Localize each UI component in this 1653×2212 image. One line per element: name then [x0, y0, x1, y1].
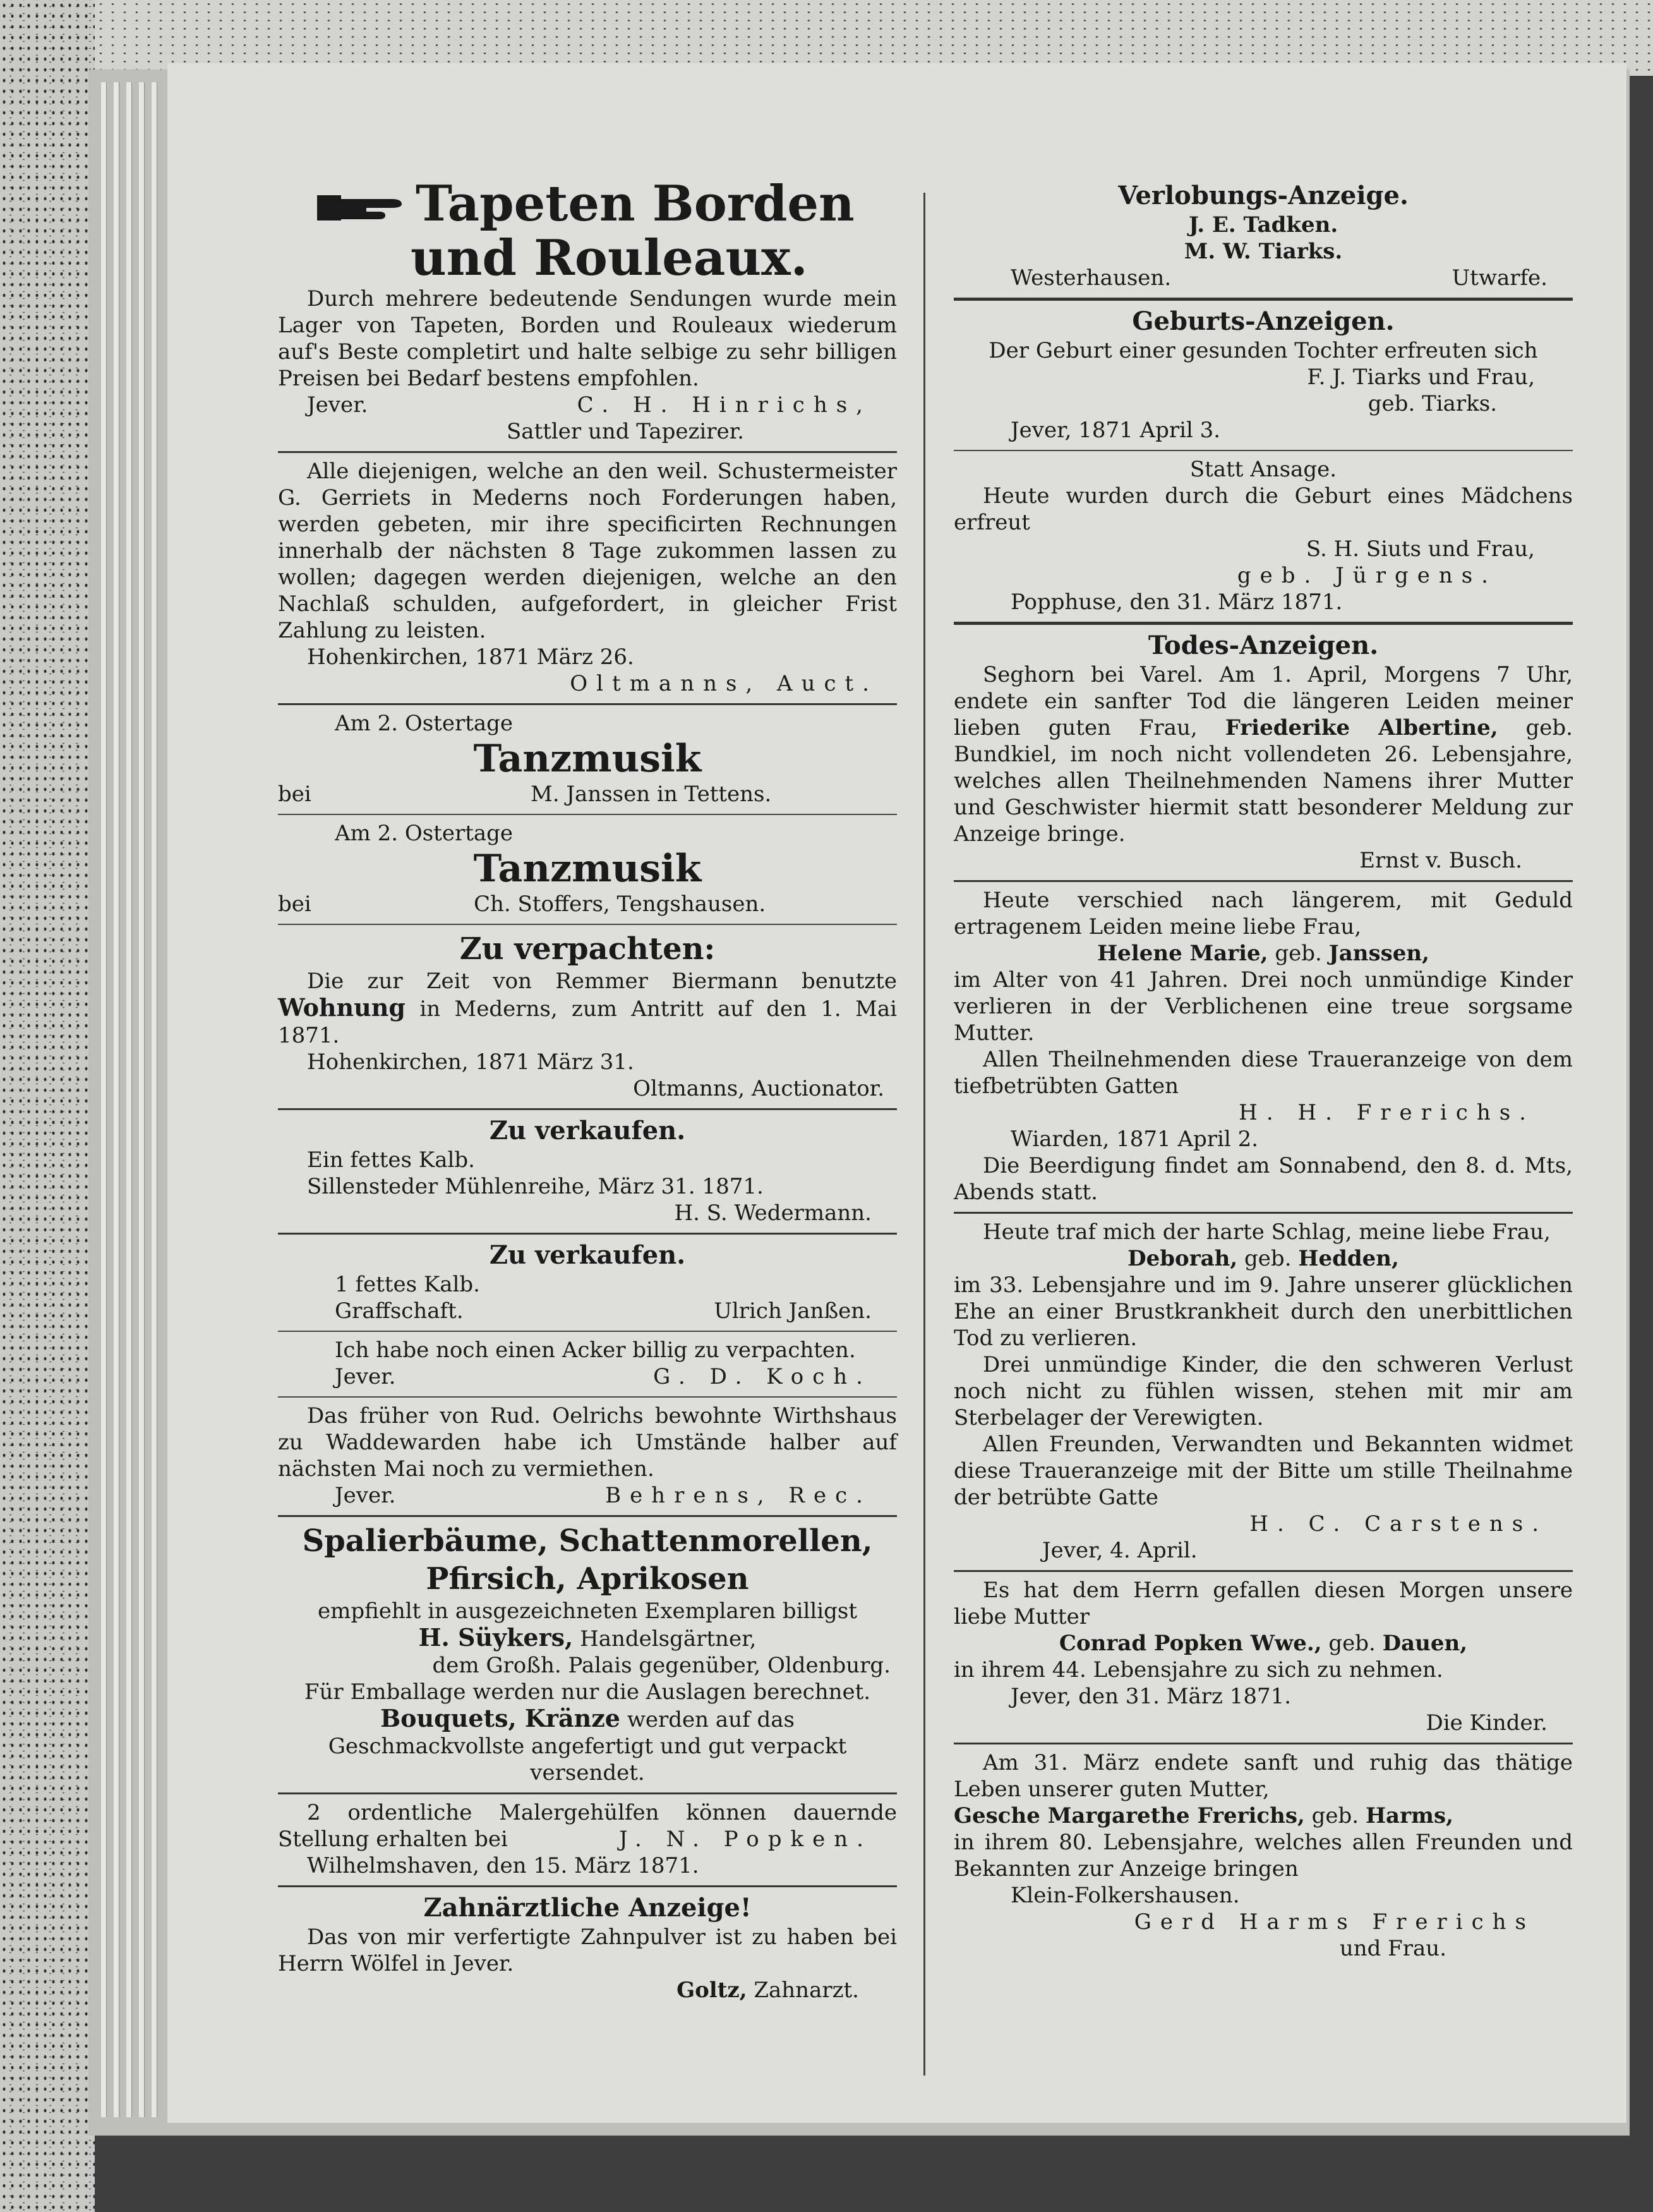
verkaufen1-title: Zu verkaufen. [489, 1116, 686, 1145]
tapeten-place: Jever. [307, 392, 368, 418]
divider [278, 1515, 897, 1517]
tod2-signer: H. H. Frerichs. [1239, 1100, 1535, 1125]
tanz2-host: Ch. Stoffers, Tengshausen. [474, 891, 766, 917]
ad-tod-3 [954, 1219, 1573, 1564]
verpachten-body-pre: Die zur Zeit von Remmer Biermann benutzte [307, 969, 897, 994]
tod3-body-3: Drei unmündige Kinder, die den schweren Verlust noch nicht zu fühlen wissen, stehen mit mir am Sterbelager der Verewigten. [954, 1352, 1573, 1430]
page-edge-5 [152, 82, 157, 2117]
geburt1-parents: F. J. Tiarks und Frau, [1307, 365, 1535, 390]
tod3-name: Deborah, [1127, 1246, 1238, 1271]
zahn-body: Das von mir verfertigte Zahnpulver ist zu haben bei Herrn Wölfel in Jever. [278, 1925, 897, 1976]
tod1-body-pre: Seghorn bei Varel. Am 1. April, Morgens 7 Uhr, endete ein sanfter Tod die längeren Leiden meiner lieben guten Frau, [954, 662, 1573, 740]
tod4-name-maiden: Dauen, [1382, 1631, 1468, 1656]
geburt2-parents: S. H. Siuts und Frau, [1306, 536, 1535, 562]
geburt1-body: Der Geburt einer gesunden Tochter erfreuten sich [989, 338, 1538, 363]
tod3-body-4: Allen Freunden, Verwandten und Bekannten widmet diese Traueranzeige mit der Bitte um stille Theilnahme der betrübte Gatte [954, 1432, 1573, 1510]
divider [278, 1396, 897, 1398]
tod5-body-2: in ihrem 80. Lebensjahre, welches allen Freunden und Bekannten zur Anzeige bringen [954, 1830, 1573, 1882]
pointing-hand-icon [316, 190, 404, 226]
tod4-name: Conrad Popken Wwe., [1059, 1631, 1322, 1656]
verkaufen1-signer: H. S. Wedermann. [674, 1200, 872, 1226]
verlobung-place-1: Westerhausen. [1011, 265, 1172, 291]
column-rule [923, 193, 925, 2076]
ad-geburt-2 [954, 456, 1573, 615]
verlobung-name-1: J. E. Tadken. [1188, 212, 1338, 238]
tod2-place-date: Wiarden, 1871 April 2. [1011, 1127, 1259, 1152]
tod3-body-2: im 33. Lebensjahre und im 9. Jahre unserer glücklichen Ehe an einer Brustkrankheit durch den unerbittlichen Tod zu verlieren. [954, 1272, 1573, 1351]
tod5-signer-2: und Frau. [1339, 1936, 1446, 1961]
spalier-line-3: werden auf das [627, 1707, 795, 1732]
ad-gerriets [278, 458, 897, 697]
tod5-signer-1: Gerd Harms Frerichs [1134, 1909, 1535, 1935]
divider [954, 622, 1573, 625]
tod3-body-1: Heute traf mich der harte Schlag, meine liebe Frau, [983, 1219, 1551, 1245]
divider [278, 1792, 897, 1794]
tod2-name: Helene Marie, [1097, 941, 1268, 966]
tanz2-title: Tanzmusik [473, 847, 702, 891]
maler-place-date: Wilhelmshaven, den 15. März 1871. [307, 1853, 699, 1878]
wirthshaus-body: Das früher von Rud. Oelrichs bewohnte Wirthshaus zu Waddewarden habe ich Umstände halber auf nächsten Mai noch zu vermiethen. [278, 1403, 897, 1482]
tapeten-body: Durch mehrere bedeutende Sendungen wurde mein Lager von Tapeten, Borden und Rouleaux wiederum auf's Beste completirt und halte selbige zu sehr billigen Preisen bei Bedarf bestens empfohlen. [278, 286, 897, 391]
divider [278, 451, 897, 453]
tapeten-title-2: und Rouleaux. [411, 229, 808, 287]
verlobung-place-2: Utwarfe. [1452, 265, 1548, 291]
divider [278, 1108, 897, 1110]
tapeten-signer: C. H. Hinrichs, [577, 392, 872, 418]
page-edge-speckle-left [0, 0, 95, 2212]
divider [278, 1331, 897, 1332]
tod3-name-maiden: Hedden, [1298, 1246, 1399, 1271]
spalier-name-trade: Handelsgärtner, [580, 1626, 757, 1652]
divider [278, 814, 897, 815]
geburt1-place-date: Jever, 1871 April 3. [1011, 418, 1221, 443]
spalier-bouquets: Bouquets, Kränze [380, 1704, 620, 1732]
tod2-body-1: Heute verschied nach längerem, mit Geduld ertragenem Leiden meine liebe Frau, [954, 888, 1573, 940]
tod1-signer: Ernst v. Busch. [1359, 848, 1522, 873]
spalier-title-2: Pfirsich, Aprikosen [426, 1561, 749, 1597]
tod3-signer: H. C. Carstens. [1249, 1511, 1548, 1537]
page-edge-2 [114, 82, 119, 2117]
todes-title: Todes-Anzeigen. [1148, 631, 1379, 660]
page-edge-3 [126, 82, 132, 2117]
verlobung-name-2: M. W. Tiarks. [1184, 239, 1343, 264]
tod4-body-1: Es hat dem Herrn gefallen diesen Morgen unsere liebe Mutter [954, 1578, 1573, 1629]
tod3-place-date: Jever, 4. April. [1042, 1538, 1198, 1563]
ad-tod-5 [954, 1750, 1573, 1962]
geburt2-place-date: Popphuse, den 31. März 1871. [1011, 589, 1343, 615]
divider [954, 1212, 1573, 1214]
ad-zahnarzt [278, 1892, 897, 2003]
ad-tapeten [278, 177, 897, 445]
geburt2-statt: Statt Ansage. [1189, 457, 1337, 482]
left-column [278, 111, 897, 2003]
divider [954, 1570, 1573, 1572]
geburt2-maiden: geb. Jürgens. [1237, 563, 1497, 588]
verkaufen2-signer: Ulrich Janßen. [714, 1298, 872, 1324]
geburt1-maiden: geb. Tiarks. [1367, 391, 1497, 416]
wirthshaus-signer: Behrens, Rec. [605, 1483, 872, 1508]
tanz1-bei: bei [278, 782, 311, 807]
spalier-address: dem Großh. Palais gegenüber, Oldenburg. [432, 1653, 891, 1678]
verkaufen2-item: 1 fettes Kalb. [335, 1272, 480, 1297]
maler-body: 2 ordentliche Malergehülfen können dauernde Stellung erhalten bei [278, 1800, 897, 1852]
tod4-body-2: in ihrem 44. Lebensjahre zu sich zu nehmen. [954, 1657, 1443, 1683]
gerriets-signer: Oltmanns, Auct. [570, 671, 878, 696]
ad-verlobung [954, 180, 1573, 291]
spalier-title-1: Spalierbäume, Schattenmorellen, [302, 1523, 873, 1559]
ad-verpachten [278, 930, 897, 1102]
ad-tod-2 [954, 887, 1573, 1206]
divider [954, 450, 1573, 451]
tod3-name-geb: geb. [1244, 1246, 1292, 1271]
tod1-body-post: geb. Bundkiel, im noch nicht vollendeten 26. Lebensjahre, welches allen Theilnehmenden Namens ihrer Mutter und Geschwister hiermit statt besonderer Meldung zur Anzeige bringe. [954, 715, 1573, 847]
verpachten-signer: Oltmanns, Auctionator. [633, 1076, 884, 1101]
ad-verkaufen-1 [278, 1115, 897, 1226]
verkaufen1-place-date: Sillensteder Mühlenreihe, März 31. 1871. [307, 1174, 764, 1199]
page-edge-1 [101, 82, 107, 2117]
ad-verkaufen-2 [278, 1240, 897, 1324]
tod4-signer: Die Kinder. [1426, 1710, 1548, 1736]
tod2-name-maiden: Janssen, [1328, 941, 1429, 966]
divider [278, 1885, 897, 1887]
tanz2-day: Am 2. Ostertage [335, 821, 514, 846]
geburt2-body: Heute wurden durch die Geburt eines Mädchens erfreut [954, 483, 1573, 535]
geburt-title: Geburts-Anzeigen. [1132, 306, 1395, 336]
ad-tanzmusik-2 [278, 820, 897, 917]
ad-tod-1 [954, 630, 1573, 874]
spalier-name: H. Süykers, [418, 1623, 574, 1652]
divider [278, 703, 897, 705]
ad-tod-4 [954, 1577, 1573, 1736]
divider [954, 880, 1573, 882]
ad-geburt [954, 306, 1573, 444]
wirthshaus-place: Jever. [335, 1483, 396, 1508]
tanz1-day: Am 2. Ostertage [335, 711, 514, 736]
page-edge-4 [139, 82, 145, 2117]
tod4-name-geb: geb. [1328, 1631, 1376, 1656]
gerriets-place-date: Hohenkirchen, 1871 März 26. [307, 644, 634, 670]
acker-place: Jever. [335, 1364, 396, 1389]
right-column [954, 111, 1573, 1962]
divider [278, 924, 897, 925]
tod2-body-4: Die Beerdigung findet am Sonnabend, den 8. d. Mts, Abends statt. [954, 1153, 1573, 1205]
ad-acker [278, 1337, 897, 1390]
tanz2-bei: bei [278, 891, 311, 917]
ad-spalier [278, 1522, 897, 1786]
tapeten-trade: Sattler und Tapezirer. [507, 419, 744, 444]
acker-body: Ich habe noch einen Acker billig zu verpachten. [335, 1338, 856, 1363]
verkaufen2-place: Graffschaft. [335, 1298, 464, 1324]
tod5-body-1: Am 31. März endete sanft und ruhig das thätige Leben unserer guten Mutter, [954, 1750, 1573, 1802]
spalier-line-4: Geschmackvollste angefertigt und gut verpackt versendet. [328, 1734, 847, 1786]
divider [278, 1233, 897, 1235]
ad-wirthshaus [278, 1403, 897, 1509]
tod4-place-date: Jever, den 31. März 1871. [1011, 1684, 1292, 1709]
verpachten-title: Zu verpachten: [459, 931, 716, 967]
maler-signer: J. N. Popken. [619, 1827, 872, 1852]
acker-signer: G. D. Koch. [653, 1364, 872, 1389]
tod2-body-2: im Alter von 41 Jahren. Drei noch unmündige Kinder verlieren in der Verblichenen eine treue sorgsame Mutter. [954, 967, 1573, 1046]
verpachten-place-date: Hohenkirchen, 1871 März 31. [307, 1049, 634, 1075]
tod5-name-geb: geb. [1311, 1803, 1359, 1828]
gerriets-body: Alle diejenigen, welche an den weil. Schustermeister G. Gerriets in Mederns noch Forderungen haben, werden gebeten, mir ihre specificirten Rechnungen innerhalb der nächsten 8 Tage zukommen lassen zu wollen; dagegen werden diejenigen, welche an den Nachlaß schulden, aufgefordert, in gleicher Frist Zahlung zu leisten. [278, 459, 897, 643]
divider [954, 298, 1573, 301]
tanz1-title: Tanzmusik [473, 737, 702, 781]
tod2-body-3: Allen Theilnehmenden diese Traueranzeige von dem tiefbetrübten Gatten [954, 1047, 1573, 1099]
divider [954, 1743, 1573, 1744]
zahn-title: Zahnärztliche Anzeige! [423, 1893, 752, 1923]
verkaufen1-item: Ein fettes Kalb. [307, 1147, 475, 1173]
tod1-name: Friederike Albertine, [1225, 715, 1498, 740]
ad-maler [278, 1799, 897, 1879]
zahn-trade: Zahnarzt. [754, 1978, 859, 2003]
verpachten-body-post: in Mederns, zum Antritt auf den 1. Mai 1871. [278, 996, 898, 1048]
zahn-signer: Goltz, [676, 1978, 747, 2003]
spalier-line-1: empfiehlt in ausgezeichneten Exemplaren billigst [317, 1599, 858, 1624]
verpachten-body-bold: Wohnung [278, 993, 406, 1022]
tod2-name-geb: geb. [1275, 941, 1322, 966]
verkaufen2-title: Zu verkaufen. [489, 1240, 686, 1270]
tapeten-title-1: Tapeten Borden [416, 175, 855, 233]
spalier-line-2: Für Emballage werden nur die Auslagen berechnet. [304, 1679, 871, 1705]
verlobung-title: Verlobungs-Anzeige. [1118, 181, 1409, 210]
tod5-name: Gesche Margarethe Frerichs, [954, 1803, 1305, 1828]
tod5-place: Klein-Folkershausen. [1011, 1883, 1240, 1908]
tod5-name-maiden: Harms, [1365, 1803, 1453, 1828]
tanz1-host: M. Janssen in Tettens. [531, 782, 772, 807]
ad-tanzmusik-1 [278, 710, 897, 807]
